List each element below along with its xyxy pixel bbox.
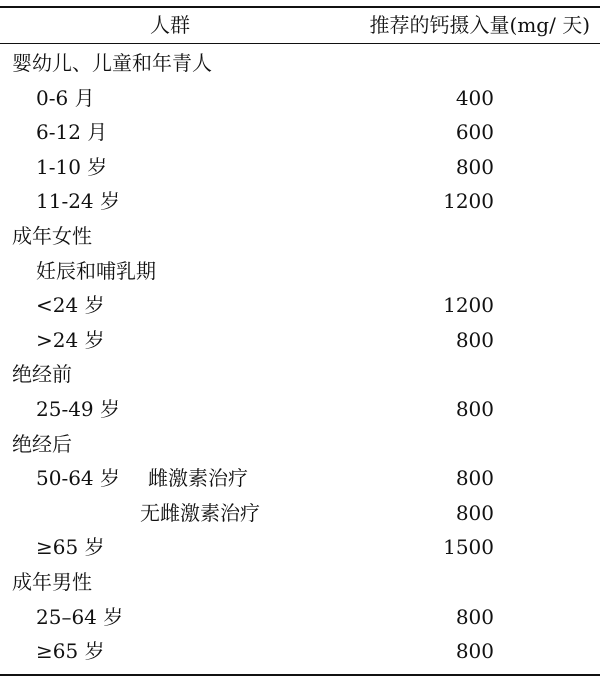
table-body: [0, 46, 600, 669]
table-row: [0, 461, 600, 496]
row-label: 11-24 岁: [36, 189, 121, 214]
table-row: [0, 81, 600, 116]
row-value: 800: [455, 500, 494, 525]
table-row: [0, 392, 600, 427]
row-value: 800: [455, 396, 494, 421]
row-label: 25-49 岁: [36, 396, 121, 421]
row-label: 绝经后: [12, 431, 72, 456]
row-sublabel: 无雌激素治疗: [140, 500, 260, 525]
row-value: 1200: [443, 293, 494, 318]
row-label: 50-64 岁: [36, 466, 121, 491]
table-row: [0, 288, 600, 323]
row-label: ≥65 岁: [36, 535, 105, 560]
table-row: [0, 600, 600, 635]
row-label: 妊辰和哺乳期: [36, 258, 156, 283]
table-row: [0, 565, 600, 600]
row-label: 婴幼儿、儿童和年青人: [12, 51, 212, 75]
row-value: 600: [455, 120, 494, 145]
row-label: 绝经前: [12, 362, 72, 387]
row-label: 6-12 月: [36, 120, 108, 145]
row-label: 1-10 岁: [36, 154, 108, 179]
table-row: [0, 46, 600, 81]
row-label: 成年女性: [12, 223, 92, 248]
table-row: [0, 323, 600, 358]
row-label: 成年男性: [12, 569, 92, 594]
row-value: 800: [455, 604, 494, 629]
row-value: 800: [455, 154, 494, 179]
row-sublabel: 雌激素治疗: [148, 466, 248, 491]
row-value: 800: [455, 639, 494, 664]
table-row: [0, 530, 600, 565]
header-calcium-intake: 推荐的钙摄入量(mg/ 天): [369, 13, 590, 37]
row-value: 400: [455, 85, 494, 110]
row-value: 800: [455, 466, 494, 491]
row-label: <24 岁: [36, 293, 105, 318]
table-row: [0, 496, 600, 531]
row-value: 1200: [443, 189, 494, 214]
table-row: [0, 357, 600, 392]
table-header-rule: [0, 43, 600, 44]
table-row: [0, 219, 600, 254]
row-label: 25–64 岁: [36, 604, 124, 629]
table-row: [0, 184, 600, 219]
header-population: 人群: [150, 13, 190, 37]
row-label: ≥65 岁: [36, 639, 105, 664]
table-row: [0, 427, 600, 462]
table-row: [0, 150, 600, 185]
row-label: 0-6 月: [36, 85, 95, 110]
table-bottom-rule: [0, 674, 600, 676]
table-row: [0, 634, 600, 669]
table-row: [0, 115, 600, 150]
table-header: [0, 8, 600, 43]
table-row: [0, 254, 600, 289]
row-value: 1500: [443, 535, 494, 560]
row-label: >24 岁: [36, 327, 105, 352]
row-value: 800: [455, 327, 494, 352]
